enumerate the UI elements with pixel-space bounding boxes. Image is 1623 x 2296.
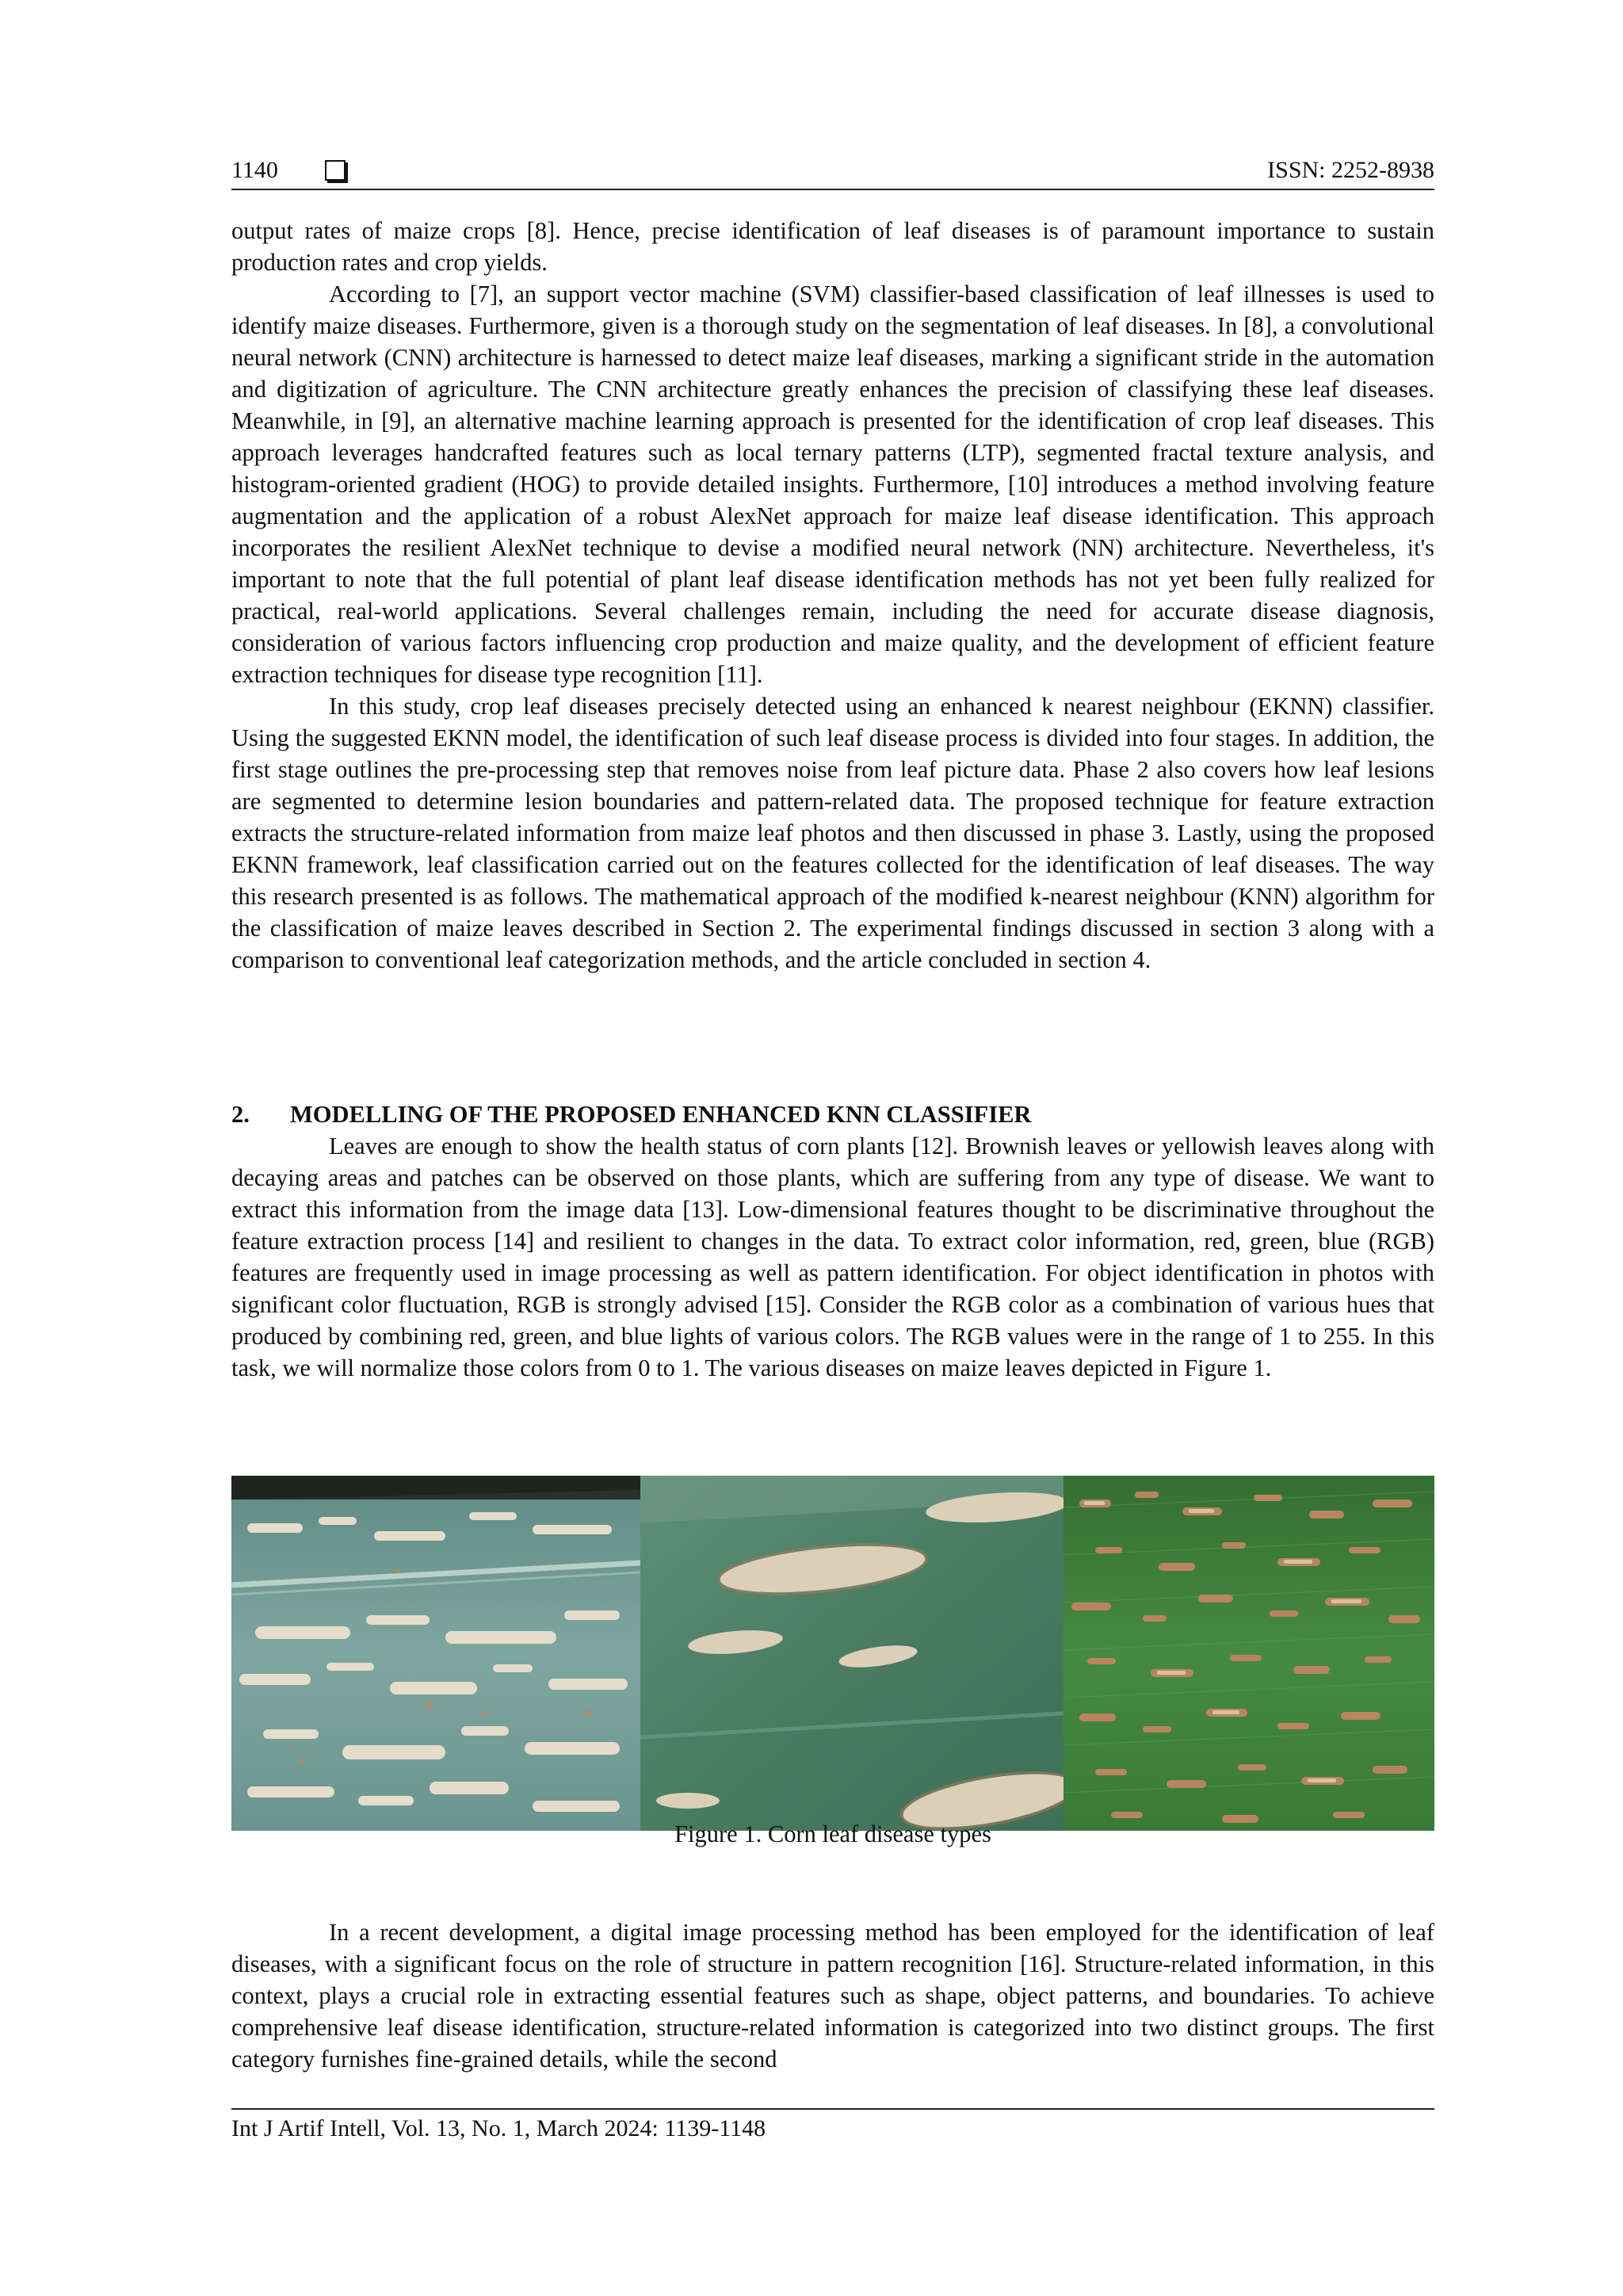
- paragraph: In this study, crop leaf diseases precisely detected using an enhanced k nearest neighbour (EKNN) classifier. Using the suggested EKNN model, the identification of such leaf disease process is divided into four stages. In addition, the first stage outlines the pre-processing step that removes noise from leaf picture data. Phase 2 also covers how leaf lesions are segmented to determine lesion boundaries and pattern-related data. The proposed technique for feature extraction extracts the structure-related information from maize leaf photos and then discussed in phase 3. Lastly, using the proposed EKNN framework, leaf classification carried out on the features collected for the identification of leaf diseases. The way this research presented is as follows. The mathematical approach of the modified k-nearest neighbour (KNN) algorithm for the classification of maize leaves described in Section 2. The experimental findings discussed in section 3 along with a comparison to conventional leaf categorization methods, and the article concluded in section 4.: [231, 693, 1434, 973]
- figure-caption: Figure 1. Corn leaf disease types: [674, 1820, 991, 1847]
- body-text-bottom: [231, 1916, 1434, 2075]
- paragraph: output rates of maize crops [8]. Hence, precise identification of leaf diseases is of paramount importance to sustain production rates and crop yields.: [231, 217, 1434, 276]
- section-number: 2.: [231, 1101, 250, 1128]
- page-header: [231, 152, 1434, 190]
- figure-1: [231, 1476, 1434, 1831]
- paragraph: Leaves are enough to show the health status of corn plants [12]. Brownish leaves or yellowish leaves along with decaying areas and patches can be observed on those plants, which are suffering from any type of disease. We want to extract this information from the image data [13]. Low-dimensional features thought to be discriminative throughout the feature extraction process [14] and resilient to changes in the data. To extract color information, red, green, blue (RGB) features are frequently used in image processing as well as pattern identification. For object identification in photos with significant color fluctuation, RGB is strongly advised [15]. Consider the RGB color as a combination of various hues that produced by combining red, green, and blue lights of various colors. The RGB values were in the range of 1 to 255. In this task, we will normalize those colors from 0 to 1. The various diseases on maize leaves depicted in Figure 1.: [231, 1133, 1434, 1381]
- leaf-photo-panel-2: [640, 1476, 1064, 1831]
- page-number: 1140: [231, 157, 278, 183]
- section-heading: [231, 1098, 1434, 1130]
- paragraph: In a recent development, a digital image processing method has been employed for the identification of leaf diseases, with a significant focus on the role of structure in pattern recognition [16]. Structure-related information, in this context, plays a crucial role in extracting essential features such as shape, object patterns, and boundaries. To achieve comprehensive leaf disease identification, structure-related information is categorized into two distinct groups. The first category furnishes fine-grained details, while the second: [231, 1919, 1434, 2073]
- leaf-photo-panel-1: [231, 1476, 640, 1831]
- body-text-section: [231, 1130, 1434, 1384]
- body-text-top: [231, 215, 1434, 976]
- page-footer: [231, 2108, 1434, 2146]
- journal-citation: Int J Artif Intell, Vol. 13, No. 1, March 2024: 1139-1148: [231, 2115, 766, 2141]
- checkbox-square-icon: [325, 160, 346, 181]
- section-title: MODELLING OF THE PROPOSED ENHANCED KNN CLASSIFIER: [290, 1101, 1032, 1128]
- paragraph: According to [7], an support vector machine (SVM) classifier-based classification of leaf illnesses is used to identify maize diseases. Furthermore, given is a thorough study on the segmentation of leaf diseases. In [8], a convolutional neural network (CNN) architecture is harnessed to detect maize leaf diseases, marking a significant stride in the automation and digitization of agriculture. The CNN architecture greatly enhances the precision of classifying these leaf diseases. Meanwhile, in [9], an alternative machine learning approach is presented for the identification of crop leaf diseases. This approach leverages handcrafted features such as local ternary patterns (LTP), segmented fractal texture analysis, and histogram-oriented gradient (HOG) to provide detailed insights. Furthermore, [10] introduces a method involving feature augmentation and the application of a robust AlexNet approach for maize leaf disease identification. This approach incorporates the resilient AlexNet technique to devise a modified neural network (NN) architecture. Nevertheless, it's important to note that the full potential of plant leaf disease identification methods has not yet been fully realized for practical, real-world applications. Several challenges remain, including the need for accurate disease diagnosis, consideration of various factors influencing crop production and maize quality, and the development of efficient feature extraction techniques for disease type recognition [11].: [231, 281, 1434, 688]
- issn-label: ISSN: 2252-8938: [1267, 157, 1434, 183]
- leaf-photo-panel-3: [1064, 1476, 1434, 1831]
